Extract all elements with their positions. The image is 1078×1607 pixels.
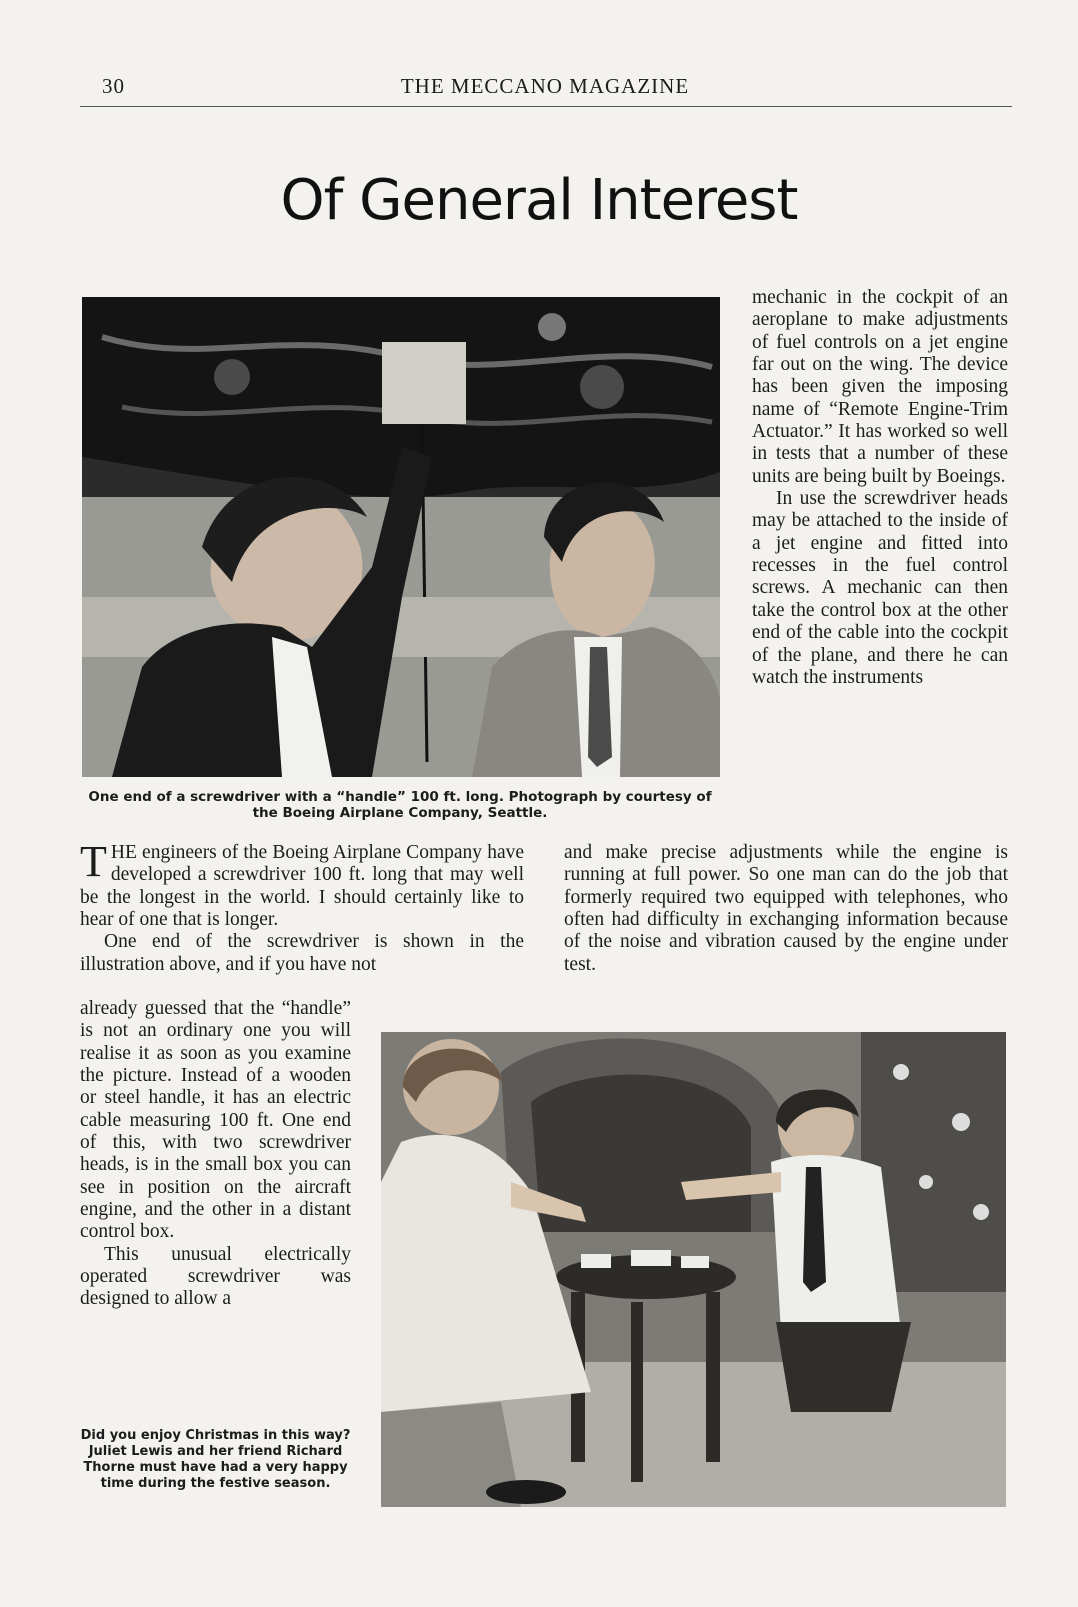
right-col-paragraph-1: mechanic in the cockpit of an aeroplane to make adjustments of fuel controls on a jet engine far out on the wing. The device has been given the imposing name of “Remote Engine-Trim Actuator.” It has worked so well in tests that a number of these units are being built by Boeings.: [752, 287, 1008, 487]
photo2-caption: Did you enjoy Christmas in this way? Juliet Lewis and her friend Richard Thorne must have had a very happy time during the festive season.: [80, 1428, 351, 1491]
intro-paragraph: [80, 837, 524, 931]
right-col-paragraph-2: In use the screwdriver heads may be attached to the inside of a jet engine and fitted into recesses in the fuel control screws. A mechanic can then take the control box at the other end of the cable into the cockpit of the plane, and there he can watch the instruments: [752, 488, 1008, 688]
drop-cap: T: [80, 837, 107, 886]
right-column: [752, 287, 1008, 689]
left-col-paragraph-2-continued: already guessed that the “handle” is not an ordinary one you will realise it as soon as you examine the picture. Instead of a wooden or steel handle, it has an electric cable measuring 100 ft. One end of this, with two screwdriver heads, is in the small box you can see in position on the aircraft engine, and the other in a distant control box.: [80, 998, 351, 1243]
left-col-paragraph-3: This unusual electrically operated screwdriver was designed to allow a: [80, 1243, 351, 1310]
photo-children-christmas: [381, 1032, 1006, 1507]
left-column-narrow: [80, 998, 351, 1311]
left-column-wide: [80, 837, 524, 976]
article-title: Of General Interest: [280, 168, 798, 233]
left-col-paragraph-2-start: One end of the screwdriver is shown in the illustration above, and if you have not: [80, 931, 524, 975]
photo1-caption: One end of a screwdriver with a “handle” 100 ft. long. Photograph by courtesy of the Boeing Airplane Company, Seattle.: [88, 789, 712, 821]
running-head: [80, 74, 1010, 104]
magazine-title: THE MECCANO MAGAZINE: [400, 74, 690, 98]
page-number: 30: [102, 74, 125, 98]
intro-text: HE engineers of the Boeing Airplane Company have developed a screwdriver 100 ft. long that may well be the longest in the world. I should certainly like to hear of one that is longer.: [80, 842, 524, 931]
header-rule: [80, 106, 1012, 107]
photo-engineers-engine: [82, 297, 720, 777]
mid-col-paragraph-1: and make precise adjustments while the engine is running at full power. So one man can do the job that formerly required two equipped with telephones, who often had difficulty in exchanging information because of the noise and vibration caused by the engine under test.: [564, 842, 1008, 975]
middle-column: [564, 842, 1008, 976]
